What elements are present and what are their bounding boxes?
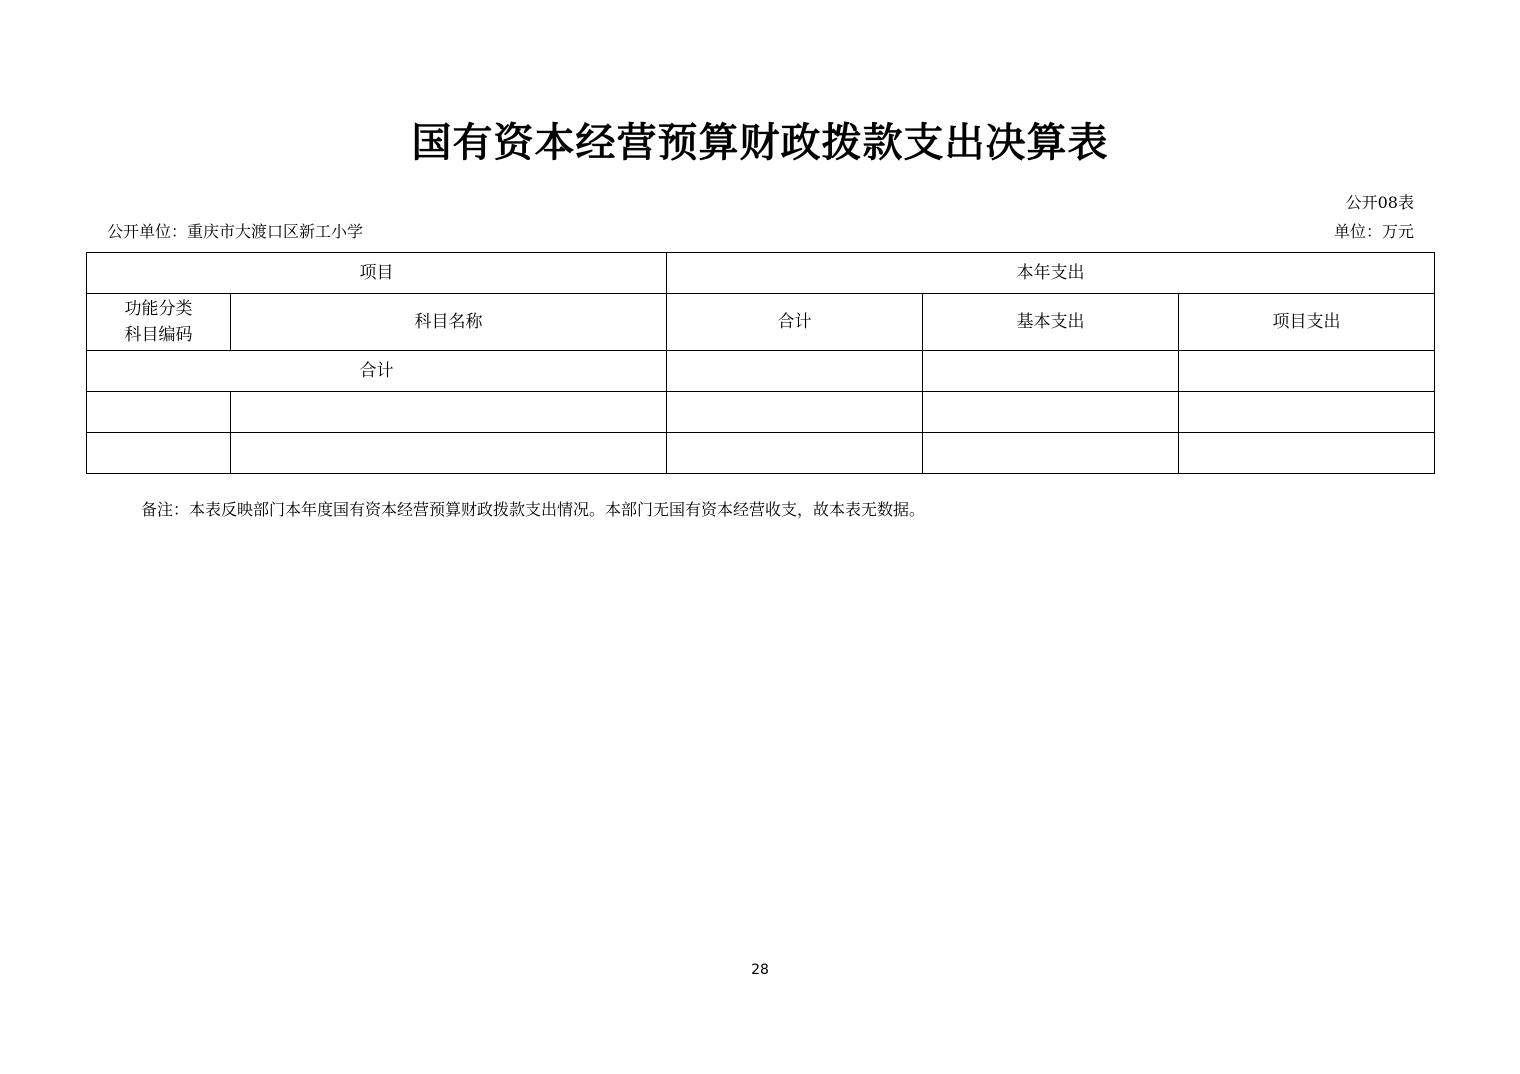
table-subheader-row [87,294,1435,351]
row-basic-expense [923,392,1179,433]
total-row-total [667,351,923,392]
header-function-code [87,294,231,351]
row-name [231,433,667,474]
total-row-basic-expense [923,351,1179,392]
header-basic-expense: 基本支出 [923,294,1179,351]
row-total [667,392,923,433]
row-project-expense [1179,392,1435,433]
page-number: 28 [751,962,769,978]
table-row [87,433,1435,474]
table-row [87,392,1435,433]
header-current-year-expense: 本年支出 [667,253,1435,294]
header-project-expense: 项目支出 [1179,294,1435,351]
document-title: 国有资本经营预算财政拨款支出决算表 [411,120,1109,166]
header-project: 项目 [87,253,667,294]
table-header-row [87,253,1435,294]
expense-table [86,252,1435,474]
table-note: 备注：本表反映部门本年度国有资本经营预算财政拨款支出情况。本部门无国有资本经营收支，故本表无数据。 [141,500,926,519]
reporting-unit: 公开单位：重庆市大渡口区新工小学 [107,222,364,241]
row-total [667,433,923,474]
row-code [87,433,231,474]
row-code [87,392,231,433]
header-function-code-line2: 科目编码 [124,325,193,345]
row-basic-expense [923,433,1179,474]
header-function-code-line1: 功能分类 [124,299,193,319]
unit-of-measure: 单位：万元 [1333,222,1414,241]
form-number: 公开08表 [1345,193,1414,212]
total-row [87,351,1435,392]
header-subject-name: 科目名称 [231,294,667,351]
header-total: 合计 [667,294,923,351]
total-row-label: 合计 [87,351,667,392]
total-row-project-expense [1179,351,1435,392]
row-name [231,392,667,433]
row-project-expense [1179,433,1435,474]
